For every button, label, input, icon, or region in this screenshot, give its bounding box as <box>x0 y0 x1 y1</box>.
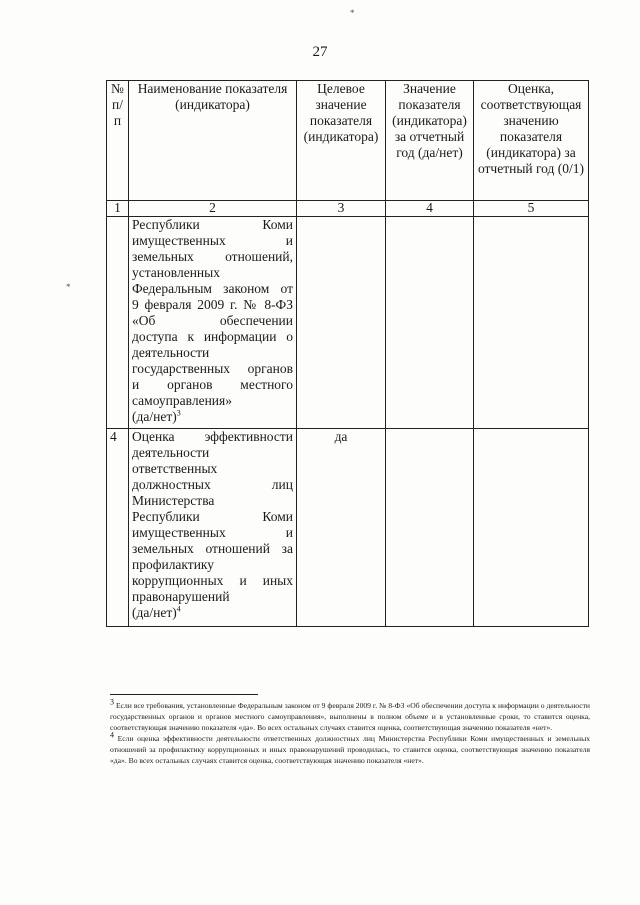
name-line: Республики Коми <box>132 509 293 524</box>
name-line: Оценка эффективности <box>132 429 293 444</box>
table-row <box>107 429 589 627</box>
row-number <box>107 217 129 429</box>
name-line: «Об обеспечении <box>132 313 293 328</box>
footnote-text: Если все требования, установленные Федеральным законом от 9 февраля 2009 г. № 8-ФЗ «Об обеспечении доступа к информации о деятельности государственных органов и органов местного самоуправления», выполнены в полном объеме и в установленные сроки, то ставится оценка, соответствующая значению показателя «да». Во всех остальных случаях ставится оценка, соответствующая значению показателя «нет». <box>110 701 590 732</box>
name-line: имущественных и <box>132 233 293 248</box>
footnote-text: Если оценка эффективности деятельности ответственных должностных лиц Министерства Республики Коми имущественных и земельных отношений за профилактику коррупционных и иных правонарушений проводилась, то ставится оценка, соответствующая значению показателя «да». Во всех остальных случаях ставится оценка, соответствующая значению показателя «нет». <box>110 734 590 765</box>
footnote-mark: 4 <box>110 730 114 740</box>
name-line: (да/нет) <box>132 409 177 424</box>
header-reported-value: Значение показателя (индикатора) за отчетный год (да/нет) <box>386 81 474 201</box>
footnote-divider <box>110 694 258 695</box>
name-line-last <box>132 409 293 425</box>
page-number: 27 <box>312 44 328 60</box>
column-number: 1 <box>107 201 129 217</box>
name-line: должностных лиц <box>132 477 293 492</box>
name-line: доступа к информации о <box>132 329 293 344</box>
header-indicator-name: Наименование показателя (индикатора) <box>129 81 297 201</box>
score <box>474 429 589 627</box>
table-row <box>107 217 589 429</box>
footnote-mark: 3 <box>110 697 114 707</box>
reported-value <box>386 217 474 429</box>
reported-value <box>386 429 474 627</box>
footnotes <box>110 697 590 766</box>
name-line: (да/нет) <box>132 605 177 620</box>
column-number-row <box>107 201 589 217</box>
name-line: деятельности <box>132 345 210 360</box>
name-line: коррупционных и иных <box>132 573 293 588</box>
scan-speck: * <box>66 282 71 292</box>
name-line: государственных органов <box>132 361 293 376</box>
score <box>474 217 589 429</box>
name-line: Федеральным законом от <box>132 281 293 296</box>
name-line: самоуправления» <box>132 393 232 408</box>
name-line: профилактику <box>132 557 215 572</box>
footnote-ref: 3 <box>176 408 181 418</box>
target-value <box>297 217 386 429</box>
name-line: установленных <box>132 265 220 280</box>
name-line: Республики Коми <box>132 217 293 232</box>
name-line: имущественных и <box>132 525 293 540</box>
name-line: деятельности <box>132 445 210 460</box>
footnote-ref: 4 <box>176 604 181 614</box>
header-score: Оценка, соответствующая значению показателя (индикатора) за отчетный год (0/1) <box>474 81 589 201</box>
name-line: земельных отношений за <box>132 541 293 556</box>
indicator-name <box>129 217 297 429</box>
name-line-last <box>132 605 293 621</box>
column-number: 5 <box>474 201 589 217</box>
target-value: да <box>297 429 386 627</box>
table-header-row <box>107 81 589 201</box>
indicator-table <box>106 80 589 627</box>
header-target-value: Целевое значение показателя (индикатора) <box>297 81 386 201</box>
footnote <box>110 697 590 733</box>
name-line: земельных отношений, <box>132 249 293 264</box>
name-line: Министерства <box>132 493 215 508</box>
footnote <box>110 730 590 766</box>
column-number: 2 <box>129 201 297 217</box>
scan-speck: * <box>350 8 355 18</box>
name-line: ответственных <box>132 461 218 476</box>
indicator-name <box>129 429 297 627</box>
column-number: 4 <box>386 201 474 217</box>
column-number: 3 <box>297 201 386 217</box>
row-number: 4 <box>107 429 129 627</box>
name-line: 9 февраля 2009 г. № 8-ФЗ <box>132 297 293 312</box>
name-line: правонарушений <box>132 589 230 604</box>
name-line: и органов местного <box>132 377 293 392</box>
header-number: № п/п <box>107 81 129 201</box>
